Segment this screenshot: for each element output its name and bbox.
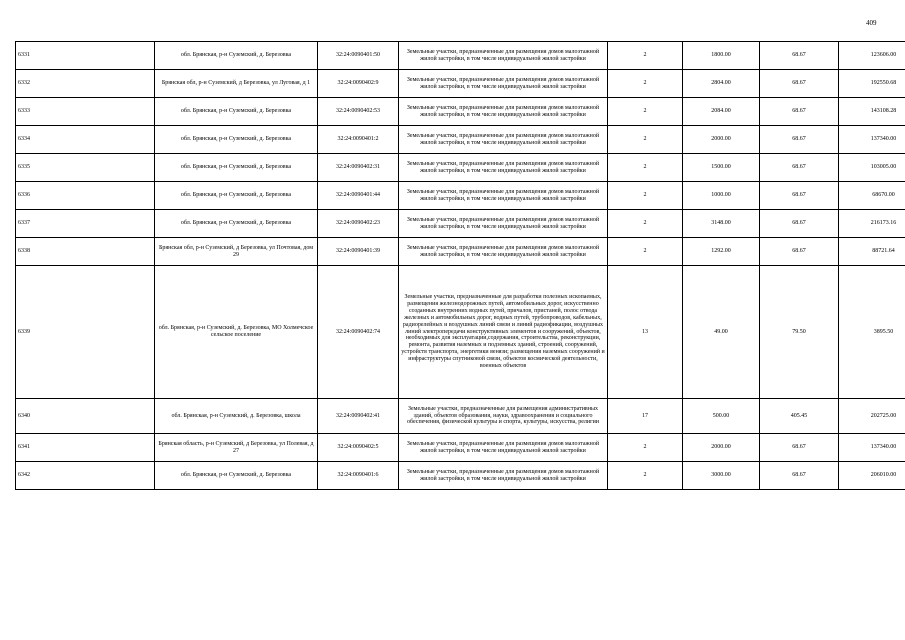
- row-number: 6331: [16, 42, 155, 70]
- row-number: 6336: [16, 182, 155, 210]
- land-use-cell: Земельные участки, предназначенные для размещения домов малоэтажной жилой застройки, в том числе индивидуальной жилой застройки: [399, 126, 608, 154]
- table-row: [16, 434, 905, 462]
- use-group-cell: 2: [608, 70, 683, 98]
- cadastral-number-cell: 32:24:0090401:6: [318, 462, 399, 490]
- cadastral-number-cell: 32:24:0090402:31: [318, 154, 399, 182]
- use-group-cell: 2: [608, 210, 683, 238]
- cadastral-number-cell: 32:24:0090401:50: [318, 42, 399, 70]
- land-use-cell: Земельные участки, предназначенные для размещения административных зданий, объектов образования, науки, здравоохранения и социального обеспечения, физической культуры и спорта, культуры, искусства, религии: [399, 399, 608, 434]
- area-cell: 2000.00: [683, 126, 760, 154]
- row-number: 6341: [16, 434, 155, 462]
- cadastral-value-cell: 137340.00: [839, 434, 905, 462]
- specific-value-cell: 68.67: [760, 238, 839, 266]
- use-group-cell: 2: [608, 238, 683, 266]
- table-row: [16, 98, 905, 126]
- specific-value-cell: 68.67: [760, 434, 839, 462]
- row-number: 6335: [16, 154, 155, 182]
- specific-value-cell: 405.45: [760, 399, 839, 434]
- address-cell: обл. Брянская, р-н Суземский, д. Березовка, МО Холмечское сельское поселение: [155, 266, 318, 399]
- specific-value-cell: 68.67: [760, 42, 839, 70]
- address-cell: Брянская обл, р-н Суземский, д Березовка, ул Почтовая, дом 29: [155, 238, 318, 266]
- cadastral-value-cell: 68670.00: [839, 182, 905, 210]
- cadastral-number-cell: 32:24:0090402:5: [318, 434, 399, 462]
- cadastral-number-cell: 32:24:0090402:9: [318, 70, 399, 98]
- specific-value-cell: 79.50: [760, 266, 839, 399]
- use-group-cell: 17: [608, 399, 683, 434]
- cadastral-number-cell: 32:24:0090401:39: [318, 238, 399, 266]
- area-cell: 2084.00: [683, 98, 760, 126]
- cadastral-value-cell: 206010.00: [839, 462, 905, 490]
- table-row: [16, 182, 905, 210]
- cadastral-number-cell: 32:24:0090402:74: [318, 266, 399, 399]
- cadastral-number-cell: 32:24:0090402:53: [318, 98, 399, 126]
- address-cell: Брянская обл, р-н Суземский, д Березовка, ул Луговая, д 1: [155, 70, 318, 98]
- row-number: 6338: [16, 238, 155, 266]
- cadastral-value-cell: 143108.28: [839, 98, 905, 126]
- cadastral-value-cell: 192550.68: [839, 70, 905, 98]
- table-row: [16, 210, 905, 238]
- land-use-cell: Земельные участки, предназначенные для размещения домов малоэтажной жилой застройки, в том числе индивидуальной жилой застройки: [399, 238, 608, 266]
- area-cell: 2000.00: [683, 434, 760, 462]
- row-number: 6334: [16, 126, 155, 154]
- table-row: [16, 399, 905, 434]
- land-use-cell: Земельные участки, предназначенные для размещения домов малоэтажной жилой застройки, в том числе индивидуальной жилой застройки: [399, 154, 608, 182]
- use-group-cell: 2: [608, 42, 683, 70]
- area-cell: 2804.00: [683, 70, 760, 98]
- address-cell: обл. Брянская, р-н Суземский, д. Березовка: [155, 126, 318, 154]
- table-row: [16, 70, 905, 98]
- row-number: 6337: [16, 210, 155, 238]
- cadastral-value-cell: 216173.16: [839, 210, 905, 238]
- cadastral-value-cell: 3895.50: [839, 266, 905, 399]
- table-row: [16, 238, 905, 266]
- use-group-cell: 2: [608, 98, 683, 126]
- row-number: 6333: [16, 98, 155, 126]
- row-number: 6342: [16, 462, 155, 490]
- area-cell: 3000.00: [683, 462, 760, 490]
- address-cell: обл. Брянская, р-н Суземский, д. Березовка: [155, 462, 318, 490]
- area-cell: 1000.00: [683, 182, 760, 210]
- address-cell: обл. Брянская, р-н Суземский, д. Березовка: [155, 42, 318, 70]
- cadastral-number-cell: 32:24:0090401:2: [318, 126, 399, 154]
- use-group-cell: 2: [608, 434, 683, 462]
- row-number: 6339: [16, 266, 155, 399]
- cadastral-value-cell: 103005.00: [839, 154, 905, 182]
- area-cell: 49.00: [683, 266, 760, 399]
- specific-value-cell: 68.67: [760, 210, 839, 238]
- cadastral-value-cell: 88721.64: [839, 238, 905, 266]
- use-group-cell: 2: [608, 154, 683, 182]
- specific-value-cell: 68.67: [760, 182, 839, 210]
- address-cell: обл. Брянская, р-н Суземский, д. Березовка: [155, 182, 318, 210]
- page-number: 409: [866, 19, 877, 27]
- land-use-cell: Земельные участки, предназначенные для размещения домов малоэтажной жилой застройки, в том числе индивидуальной жилой застройки: [399, 98, 608, 126]
- cadastral-value-cell: 123606.00: [839, 42, 905, 70]
- table-row: [16, 126, 905, 154]
- specific-value-cell: 68.67: [760, 98, 839, 126]
- land-use-cell: Земельные участки, предназначенные для размещения домов малоэтажной жилой застройки, в том числе индивидуальной жилой застройки: [399, 434, 608, 462]
- land-use-cell: Земельные участки, предназначенные для размещения домов малоэтажной жилой застройки, в том числе индивидуальной жилой застройки: [399, 462, 608, 490]
- cadastral-number-cell: 32:24:0090402:23: [318, 210, 399, 238]
- cadastral-value-cell: 137340.00: [839, 126, 905, 154]
- table-row: [16, 154, 905, 182]
- land-use-cell: Земельные участки, предназначенные для размещения домов малоэтажной жилой застройки, в том числе индивидуальной жилой застройки: [399, 70, 608, 98]
- table-row: [16, 266, 905, 399]
- area-cell: 1500.00: [683, 154, 760, 182]
- specific-value-cell: 68.67: [760, 462, 839, 490]
- use-group-cell: 2: [608, 182, 683, 210]
- cadastral-number-cell: 32:24:0090402:41: [318, 399, 399, 434]
- land-use-cell: Земельные участки, предназначенные для размещения домов малоэтажной жилой застройки, в том числе индивидуальной жилой застройки: [399, 42, 608, 70]
- land-use-cell: Земельные участки, предназначенные для разработки полезных ископаемых, размещения железнодорожных путей, автомобильных дорог, искусственно созданных внутренних водных путей, причалов, пристаней, полос отвода железных и автомобильных дорог, водных путей, трубопроводов, кабельных, радиорелейных и воздушных линий связи и линий радиофикации, воздушных линий электропередачи конструктивных элементов и сооружений, объектов, необходимых для эксплуатации,содержания, строительства, реконструкции, ремонта, развития наземных и подземных зданий, строений, сооружений, устройств транспорта, энергетики венязи; размещения наземных сооружений и инфраструктуры спутниковой связи, объектов космической деятельности, военных объектов: [399, 266, 608, 399]
- cadastral-number-cell: 32:24:0090401:44: [318, 182, 399, 210]
- address-cell: обл. Брянская, р-н Суземский, д. Березовка: [155, 210, 318, 238]
- table-row: [16, 462, 905, 490]
- address-cell: обл. Брянская, р-н Суземский, д. Березовка, школа: [155, 399, 318, 434]
- table-row: [16, 42, 905, 70]
- area-cell: 3148.00: [683, 210, 760, 238]
- use-group-cell: 2: [608, 462, 683, 490]
- row-number: 6332: [16, 70, 155, 98]
- specific-value-cell: 68.67: [760, 126, 839, 154]
- land-use-cell: Земельные участки, предназначенные для размещения домов малоэтажной жилой застройки, в том числе индивидуальной жилой застройки: [399, 182, 608, 210]
- specific-value-cell: 68.67: [760, 154, 839, 182]
- area-cell: 500.00: [683, 399, 760, 434]
- land-registry-table: [15, 41, 905, 490]
- area-cell: 1292.00: [683, 238, 760, 266]
- address-cell: Брянская область, р-н Суземский, д Березовка, ул Полевая, д 27: [155, 434, 318, 462]
- use-group-cell: 13: [608, 266, 683, 399]
- use-group-cell: 2: [608, 126, 683, 154]
- row-number: 6340: [16, 399, 155, 434]
- address-cell: обл. Брянская, р-н Суземский, д. Березовка: [155, 98, 318, 126]
- area-cell: 1800.00: [683, 42, 760, 70]
- cadastral-value-cell: 202725.00: [839, 399, 905, 434]
- address-cell: обл. Брянская, р-н Суземский, д. Березовка: [155, 154, 318, 182]
- specific-value-cell: 68.67: [760, 70, 839, 98]
- land-use-cell: Земельные участки, предназначенные для размещения домов малоэтажной жилой застройки, в том числе индивидуальной жилой застройки: [399, 210, 608, 238]
